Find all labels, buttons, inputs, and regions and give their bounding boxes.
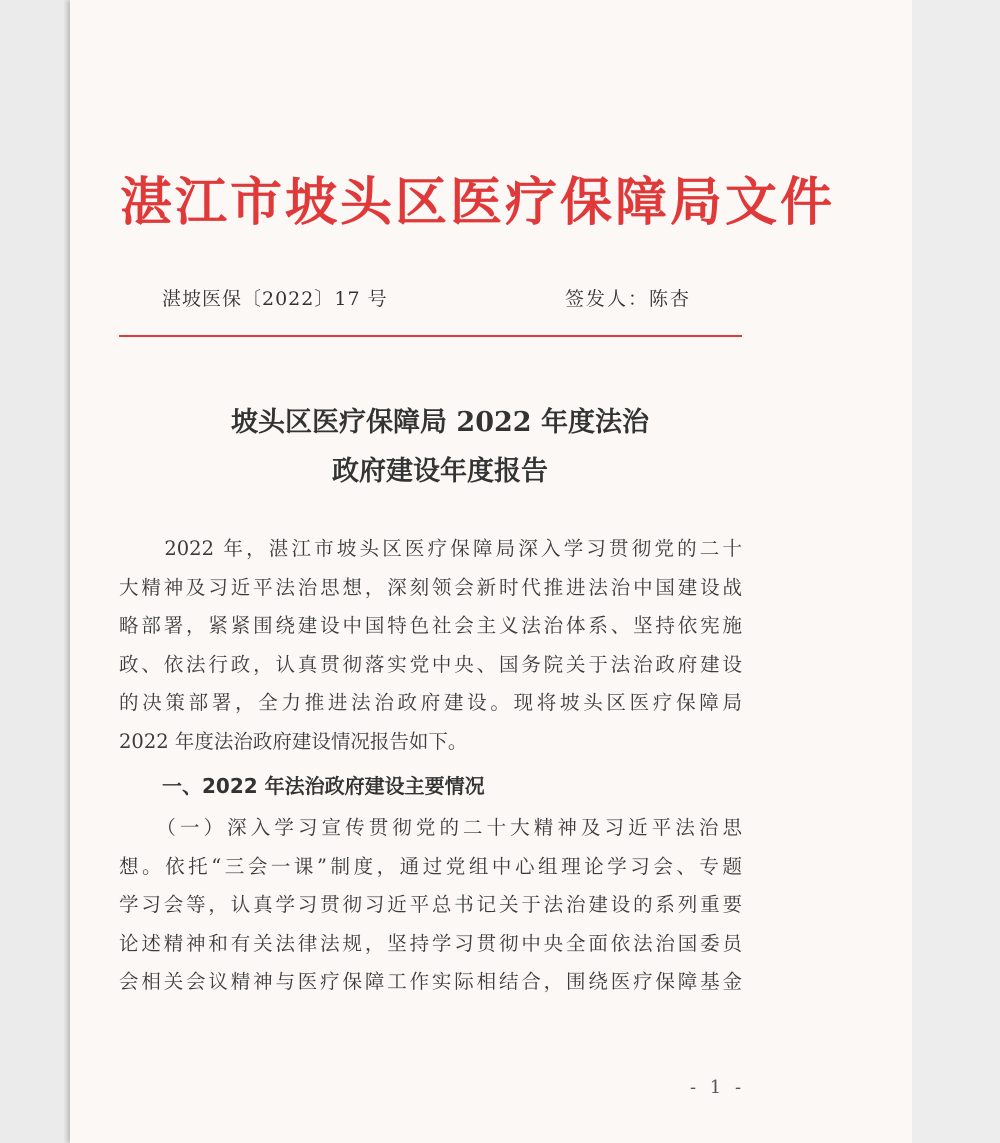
text-line: 2022 年度法治政府建设情况报告如下。 [119,729,468,753]
text-line: 政、依法行政，认真贯彻落实党中央、国务院关于法治政府建设 [119,652,742,676]
document-number: 湛坡医保〔2022〕17 号 [162,288,388,310]
subsection-paragraph [119,809,742,1002]
scan-left-margin [0,0,64,1143]
text-line: 2022 年，湛江市坡头区医疗保障局深入学习贯彻党的二十 [119,537,742,560]
text-line: 学习会等，认真学习贯彻习近平总书记关于法治建设的系列重要 [119,893,742,916]
text-line: 的决策部署，全力推进法治政府建设。现将坡头区医疗保障局 [119,691,742,714]
masthead-title: 湛江市坡头区医疗保障局文件 [120,172,836,233]
text-line: 会相关会议精神与医疗保障工作实际相结合，围绕医疗保障基金 [119,970,742,993]
text-line: 想。依托“三会一课”制度，通过党组中心组理论学习会、专题 [119,854,742,878]
text-line: （一）深入学习宣传贯彻党的二十大精神及习近平法治思 [119,816,742,839]
scan-right-margin [912,0,1000,1143]
red-separator-line [119,335,742,337]
issuer: 签发人：陈杏 [565,288,692,310]
report-title-line-1: 坡头区医疗保障局 2022 年度法治 [231,407,649,438]
text-line: 大精神及习近平法治思想，深刻领会新时代推进法治中国建设战 [119,575,742,599]
page-number: - 1 - [690,1077,746,1098]
section-heading: 一、2022 年法治政府建设主要情况 [162,774,485,798]
report-title-line-2: 政府建设年度报告 [332,456,548,487]
text-line: 论述精神和有关法律法规，坚持学习贯彻中央全面依法治国委员 [119,931,742,955]
intro-paragraph [119,530,742,761]
text-line: 略部署，紧紧围绕建设中国特色社会主义法治体系、坚持依宪施 [119,614,742,637]
